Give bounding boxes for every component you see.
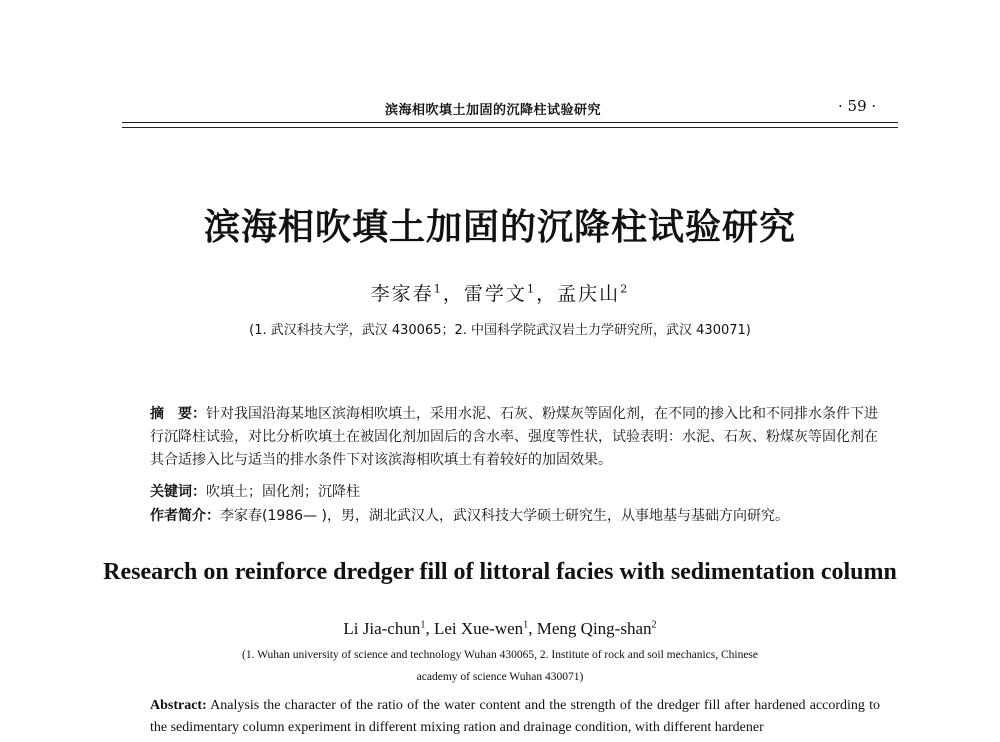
affiliations-en-line2: academy of science Wuhan 430071): [416, 671, 584, 683]
author-affil-mark: 2: [620, 281, 630, 296]
abstract-en: [150, 695, 880, 739]
running-header-title: 滨海相吹填土加固的沉降柱试验研究: [385, 103, 602, 118]
header-rule-top: [122, 122, 898, 123]
author-affil-mark: 1: [523, 619, 529, 631]
author-bio-label: 作者简介：: [150, 508, 220, 524]
header-rule-bottom: [122, 127, 898, 128]
paper-title-cn: 滨海相吹填土加固的沉降柱试验研究: [203, 206, 796, 248]
keywords-cn-label: 关键词：: [150, 484, 206, 500]
keywords-cn: [150, 481, 880, 504]
authors-en: [0, 619, 1000, 639]
author-affil-mark: 2: [651, 619, 657, 631]
author-name: 李家春: [370, 283, 434, 305]
author-separator: ,: [425, 619, 434, 638]
author-affil-mark: 1: [420, 619, 426, 631]
author-separator: ，: [536, 283, 558, 305]
keywords-cn-text: 吹填土；固化剂；沉降柱: [206, 484, 360, 500]
author-name-en: Li Jia-chun: [343, 619, 421, 638]
author-affil-mark: 1: [433, 281, 443, 296]
affiliations-en-line1: (1. Wuhan university of science and technology Wuhan 430065, 2. Institute of rock and soil mechanics, Chinese: [241, 649, 759, 661]
author-bio-text: 李家春(1986— )，男，湖北武汉人，武汉科技大学硕士研究生，从事地基与基础方向研究。: [220, 508, 790, 524]
author-name: 雷学文: [463, 283, 527, 305]
abstract-en-label: Abstract:: [150, 698, 207, 713]
author-separator: ，: [442, 283, 464, 305]
author-affil-mark: 1: [526, 281, 537, 296]
author-name-en: Lei Xue-wen: [433, 619, 524, 638]
author-separator: ,: [528, 619, 537, 638]
affiliations-cn: (1. 武汉科技大学，武汉 430065；2. 中国科学院武汉岩土力学研究所，武汉 430071): [249, 323, 751, 338]
paper-title-en: Research on reinforce dredger fill of littoral facies with sedimentation column: [103, 559, 897, 585]
abstract-cn-label: 摘 要：: [150, 406, 206, 422]
abstract-en-text: Analysis the character of the ratio of the water content and the strength of the dredger fill after hardened according to the sedimentary column experiment in different mixing ration and drainage condition, with different hardener: [150, 698, 880, 735]
authors-cn: [0, 279, 1000, 306]
page-number: · 59 ·: [838, 97, 877, 115]
abstract-cn-text: 针对我国沿海某地区滨海相吹填土，采用水泥、石灰、粉煤灰等固化剂，在不同的掺入比和不同排水条件下进行沉降柱试验，对比分析吹填土在被固化剂加固后的含水率、强度等性状，试验表明：水泥、石灰、粉煤灰等固化剂在其合适掺入比与适当的排水条件下对该滨海相吹填土有着较好的加固效果。: [150, 406, 878, 468]
abstract-cn: [150, 403, 880, 472]
author-name: 孟庆山: [557, 283, 621, 305]
author-bio-cn: [150, 505, 880, 528]
author-name-en: Meng Qing-shan: [536, 619, 652, 638]
